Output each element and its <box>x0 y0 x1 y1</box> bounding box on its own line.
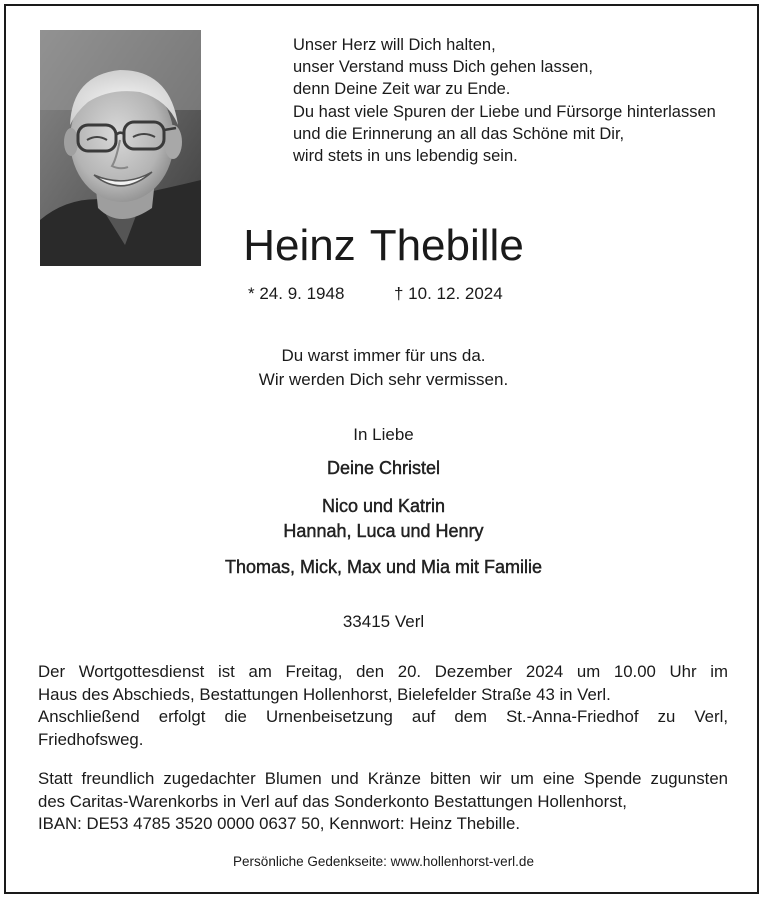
mourner-family: Thomas, Mick, Max und Mia mit Familie <box>224 557 543 577</box>
mourner-spouse: Deine Christel <box>326 458 441 478</box>
service-line: Der Wortgottesdienst ist am Freitag, den 20. Dezember 2024 um 10.00 Uhr im <box>38 662 728 681</box>
service-line: Haus des Abschieds, Bestattungen Hollenhorst, Bielefelder Straße 43 in Verl. <box>38 684 611 704</box>
donation-info <box>38 768 728 836</box>
service-info <box>38 661 728 751</box>
donation-line: IBAN: DE53 4785 3520 0000 0637 50, Kennwort: Heinz Thebille. <box>38 814 521 834</box>
poem-line: denn Deine Zeit war zu Ende. <box>293 80 511 99</box>
farewell-line: Du warst immer für uns da. <box>281 346 486 365</box>
service-line: Anschließend erfolgt die Urnenbeisetzung auf dem St.-Anna-Friedhof zu Verl, <box>38 707 728 727</box>
deceased-name <box>6 218 761 274</box>
poem-line: und die Erinnerung an all das Schöne mit Dir, <box>293 124 625 143</box>
first-name: Heinz <box>243 221 356 270</box>
poem-line: Du hast viele Spuren der Liebe und Fürsorge hinterlassen <box>293 102 716 121</box>
donation-line: des Caritas-Warenkorbs in Verl auf das Sonderkonto Bestattungen Hollenhorst, <box>38 791 627 811</box>
obituary-notice <box>4 4 759 894</box>
death-date: † 10. 12. 2024 <box>394 284 503 303</box>
farewell-message <box>6 344 761 392</box>
poem-line: wird stets in uns lebendig sein. <box>293 147 518 166</box>
service-line: Friedhofsweg. <box>38 729 144 749</box>
life-dates <box>248 282 503 306</box>
location: 33415 Verl <box>342 612 425 631</box>
poem-line: unser Verstand muss Dich gehen lassen, <box>293 58 593 77</box>
donation-line: Statt freundlich zugedachter Blumen und Kränze bitten wir um eine Spende zugunsten <box>38 769 728 788</box>
last-name: Thebille <box>369 221 524 270</box>
farewell-line: Wir werden Dich sehr vermissen. <box>258 370 509 389</box>
mourner-grandchildren: Hannah, Luca und Henry <box>283 521 484 541</box>
mourner-children: Nico und Katrin <box>321 496 446 516</box>
memorial-page-link[interactable]: Persönliche Gedenkseite: www.hollenhorst-verl.de <box>233 854 534 869</box>
poem-line: Unser Herz will Dich halten, <box>293 36 496 54</box>
memorial-poem <box>293 34 753 167</box>
birth-date: * 24. 9. 1948 <box>248 284 345 303</box>
in-love-label: In Liebe <box>353 425 414 444</box>
